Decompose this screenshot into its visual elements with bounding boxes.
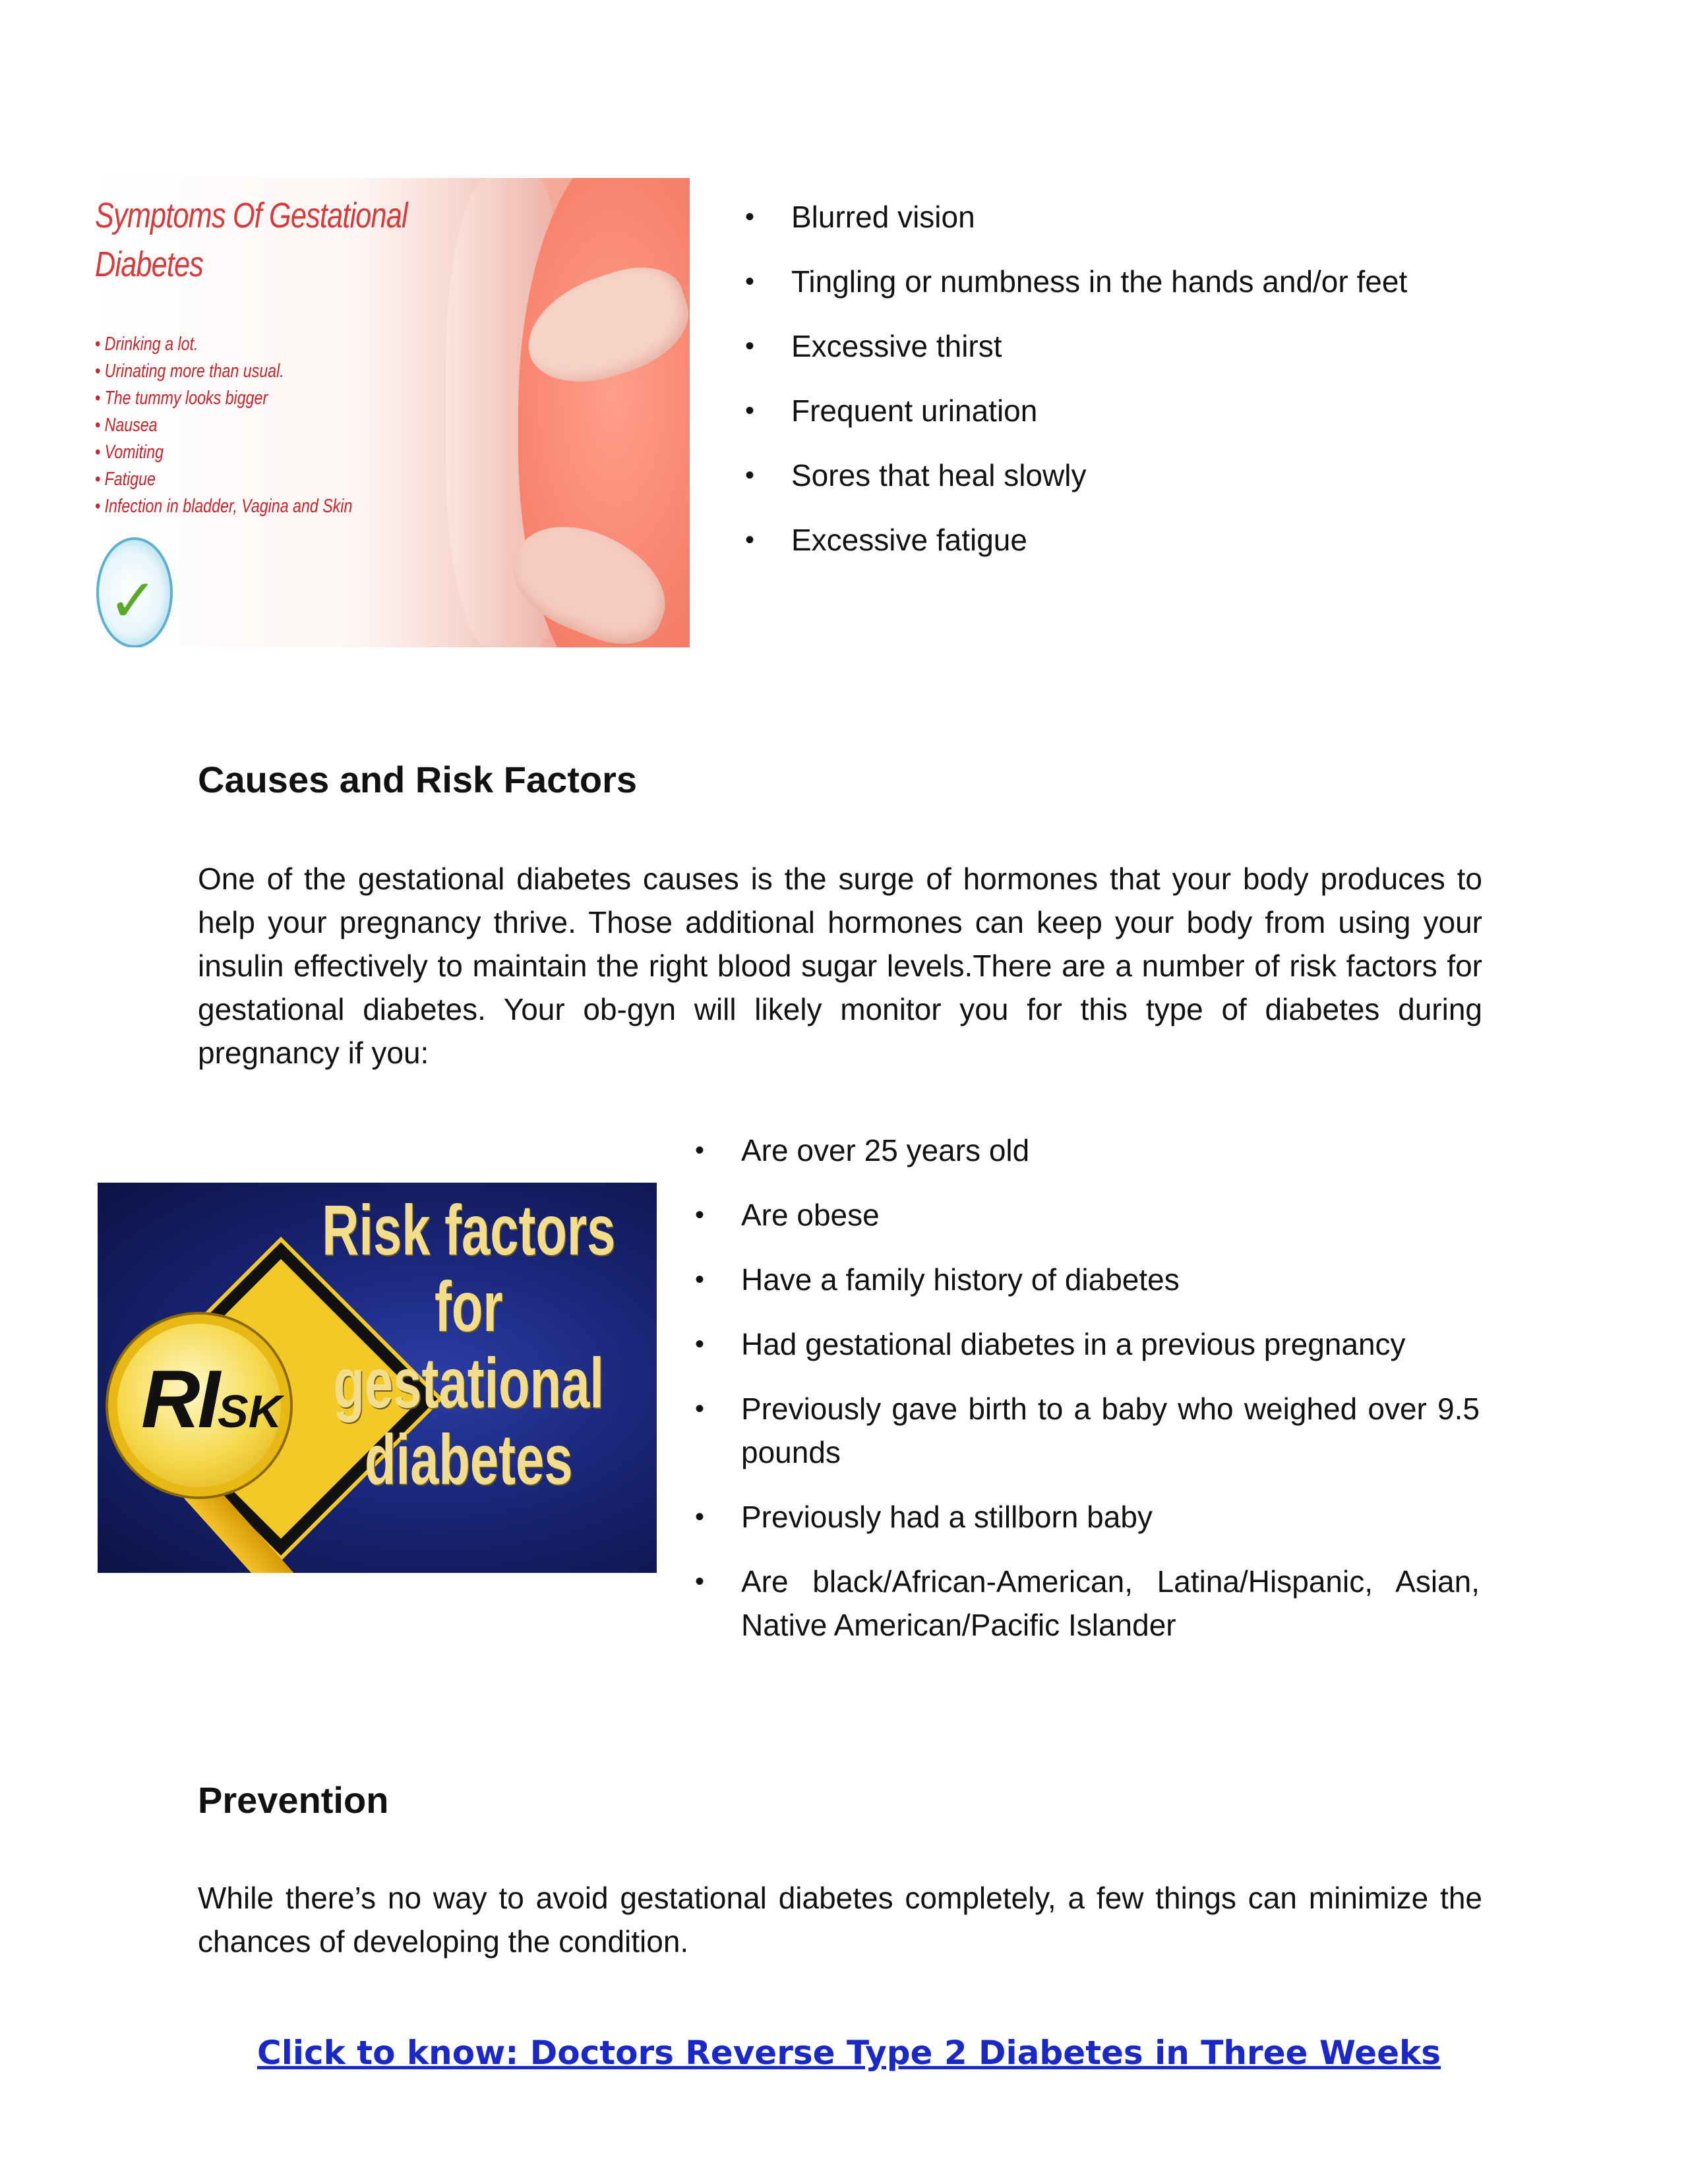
risk-factor-item: • Previously gave birth to a baby who weighed over 9.5 pounds	[741, 1387, 1480, 1474]
risk-sign-text-small: SK	[218, 1386, 282, 1437]
causes-heading: Causes and Risk Factors	[198, 759, 638, 800]
symptom-item: • Blurred vision	[791, 195, 1517, 239]
risk-image-title-line1: Risk factors	[322, 1190, 616, 1270]
symptoms-image-title-line1: Symptoms Of Gestational	[95, 196, 407, 235]
symptoms-image-item: • Urinating more than usual.	[95, 358, 464, 385]
risk-factor-item: • Are obese	[741, 1193, 1480, 1237]
causes-paragraph: One of the gestational diabetes causes is the surge of hormones that your body produces to help your pregnancy thrive. Those additional hormones can keep your body from using your insulin effectively to maintain the right blood sugar levels.There are a number of risk factors for gestational diabetes. Your ob-gyn will likely monitor you for this type of diabetes during pregnancy if you:	[198, 862, 1482, 1070]
risk-factors-list	[741, 1129, 1480, 1668]
symptoms-image-item: • The tummy looks bigger	[95, 385, 464, 412]
symptom-item: • Excessive fatigue	[791, 518, 1517, 562]
promo-link[interactable]: Click to know: Doctors Reverse Type 2 Diabetes in Three Weeks	[257, 2034, 1441, 2072]
risk-image-title	[298, 1192, 640, 1498]
symptoms-image-item: • Drinking a lot.	[95, 331, 464, 358]
risk-image-title-line2: for gestational	[333, 1266, 605, 1423]
checkmark-logo-icon: ✓	[96, 537, 173, 647]
risk-image-title-line3: diabetes	[365, 1419, 573, 1499]
symptoms-image-item: • Nausea	[95, 412, 464, 439]
symptom-item: • Tingling or numbness in the hands and/or feet	[791, 260, 1517, 303]
risk-factor-item: • Are black/African-American, Latina/Hispanic, Asian, Native American/Pacific Islander	[741, 1560, 1480, 1647]
risk-factor-item: • Previously had a stillborn baby	[741, 1495, 1480, 1539]
symptoms-image-item: • Vomiting	[95, 439, 464, 466]
symptom-item: • Frequent urination	[791, 389, 1517, 432]
symptoms-image-title	[95, 191, 411, 289]
risk-factors-image	[98, 1183, 657, 1573]
symptom-item: • Excessive thirst	[791, 324, 1517, 368]
risk-sign-text-big: RI	[141, 1354, 218, 1445]
risk-sign-text	[141, 1353, 282, 1446]
symptoms-image-item: • Fatigue	[95, 466, 464, 493]
symptoms-image	[90, 178, 690, 647]
risk-factor-item: • Had gestational diabetes in a previous pregnancy	[741, 1322, 1480, 1366]
prevention-heading: Prevention	[198, 1779, 389, 1821]
symptoms-image-title-line2: Diabetes	[95, 245, 204, 284]
symptoms-list	[791, 195, 1517, 583]
prevention-paragraph: While there’s no way to avoid gestational diabetes completely, a few things can minimize the chances of developing the condition.	[198, 1881, 1482, 1959]
symptom-item: • Sores that heal slowly	[791, 454, 1517, 497]
risk-factor-item: • Are over 25 years old	[741, 1129, 1480, 1172]
symptoms-image-list	[95, 331, 464, 520]
risk-factor-item: • Have a family history of diabetes	[741, 1258, 1480, 1301]
symptoms-image-item: • Infection in bladder, Vagina and Skin	[95, 493, 464, 520]
